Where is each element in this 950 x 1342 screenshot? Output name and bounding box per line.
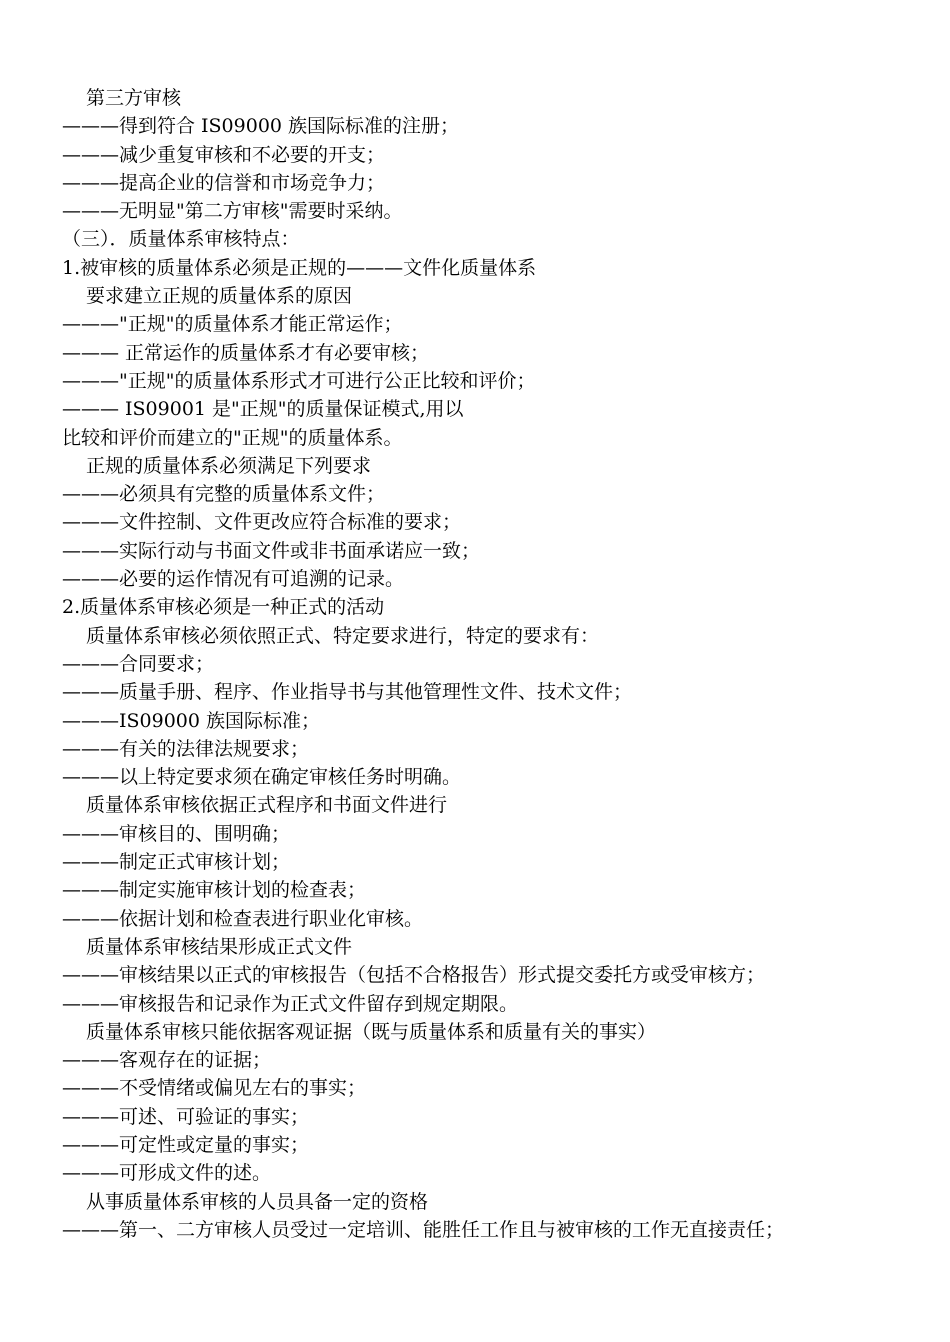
text-line: ———不受情绪或偏见左右的事实； (62, 1077, 367, 1100)
text-line: ———有关的法律法规要求； (62, 737, 310, 760)
text-line: ———以上特定要求须在确定审核任务时明确。 (62, 766, 462, 789)
text-line: 1.被审核的质量体系必须是正规的———文件化质量体系 (62, 256, 537, 279)
text-line: ———客观存在的证据； (62, 1049, 272, 1072)
text-line: ———实际行动与书面文件或非书面承诺应一致； (62, 539, 481, 562)
text-line: ———第一、二方审核人员受过一定培训、能胜任工作且与被审核的工作无直接责任； (62, 1218, 785, 1241)
text-line: 质量体系审核结果形成正式文件 (86, 935, 353, 958)
text-line: 从事质量体系审核的人员具备一定的资格 (86, 1190, 429, 1213)
text-line: 正规的质量体系必须满足下列要求 (86, 454, 372, 477)
text-line: ———IS09000 族国际标准； (62, 709, 321, 732)
text-line: ———可述、可验证的事实； (62, 1105, 310, 1128)
text-line: ———制定正式审核计划； (62, 851, 291, 874)
text-line: （三）．质量体系审核特点： (62, 228, 300, 251)
text-line: 质量体系审核必须依照正式、特定要求进行，特定的要求有： (86, 624, 600, 647)
text-line: 第三方审核 (86, 87, 182, 109)
text-line: ———可定性或定量的事实； (62, 1133, 310, 1156)
text-line: ———合同要求； (62, 652, 215, 675)
text-line: ———无明显"第二方审核"需要时采纳。 (62, 200, 403, 223)
text-line: ———减少重复审核和不必要的开支； (62, 143, 386, 166)
document-page (0, 84, 950, 1244)
text-line: ———"正规"的质量体系形式才可进行公正比较和评价； (62, 369, 536, 392)
text-line: ———可形成文件的述。 (62, 1162, 272, 1185)
text-line: ———文件控制、文件更改应符合标准的要求； (62, 511, 462, 534)
text-line: 质量体系审核只能依据客观证据（既与质量体系和质量有关的事实） (86, 1020, 657, 1043)
text-line: ———得到符合 IS09000 族国际标准的注册； (62, 115, 460, 138)
text-line: ———审核报告和记录作为正式文件留存到规定期限。 (62, 992, 519, 1015)
text-line: ———必须具有完整的质量体系文件； (62, 483, 386, 506)
text-line: 要求建立正规的质量体系的原因 (86, 285, 353, 308)
text-line: 质量体系审核依据正式程序和书面文件进行 (86, 794, 448, 817)
text-line: ———"正规"的质量体系才能正常运作； (62, 313, 403, 336)
text-line: ——— 正常运作的质量体系才有必要审核； (62, 341, 430, 364)
text-line: 比较和评价而建立的"正规"的质量体系。 (62, 426, 403, 449)
text-line: ———审核结果以正式的审核报告（包括不合格报告）形式提交委托方或受审核方； (62, 964, 766, 987)
text-line: ———依据计划和检查表进行职业化审核。 (62, 907, 424, 930)
text-line: ———提高企业的信誉和市场竞争力； (62, 171, 386, 194)
text-line: ——— IS09001 是"正规"的质量保证模式,用以 (62, 398, 464, 421)
text-line: 2.质量体系审核必须是一种正式的活动 (62, 596, 385, 619)
text-line: ———质量手册、程序、作业指导书与其他管理性文件、技术文件； (62, 681, 633, 704)
text-line: ———审核目的、围明确； (62, 822, 291, 845)
text-line: ———制定实施审核计划的检查表； (62, 879, 367, 902)
text-line: ———必要的运作情况有可追溯的记录。 (62, 568, 405, 591)
